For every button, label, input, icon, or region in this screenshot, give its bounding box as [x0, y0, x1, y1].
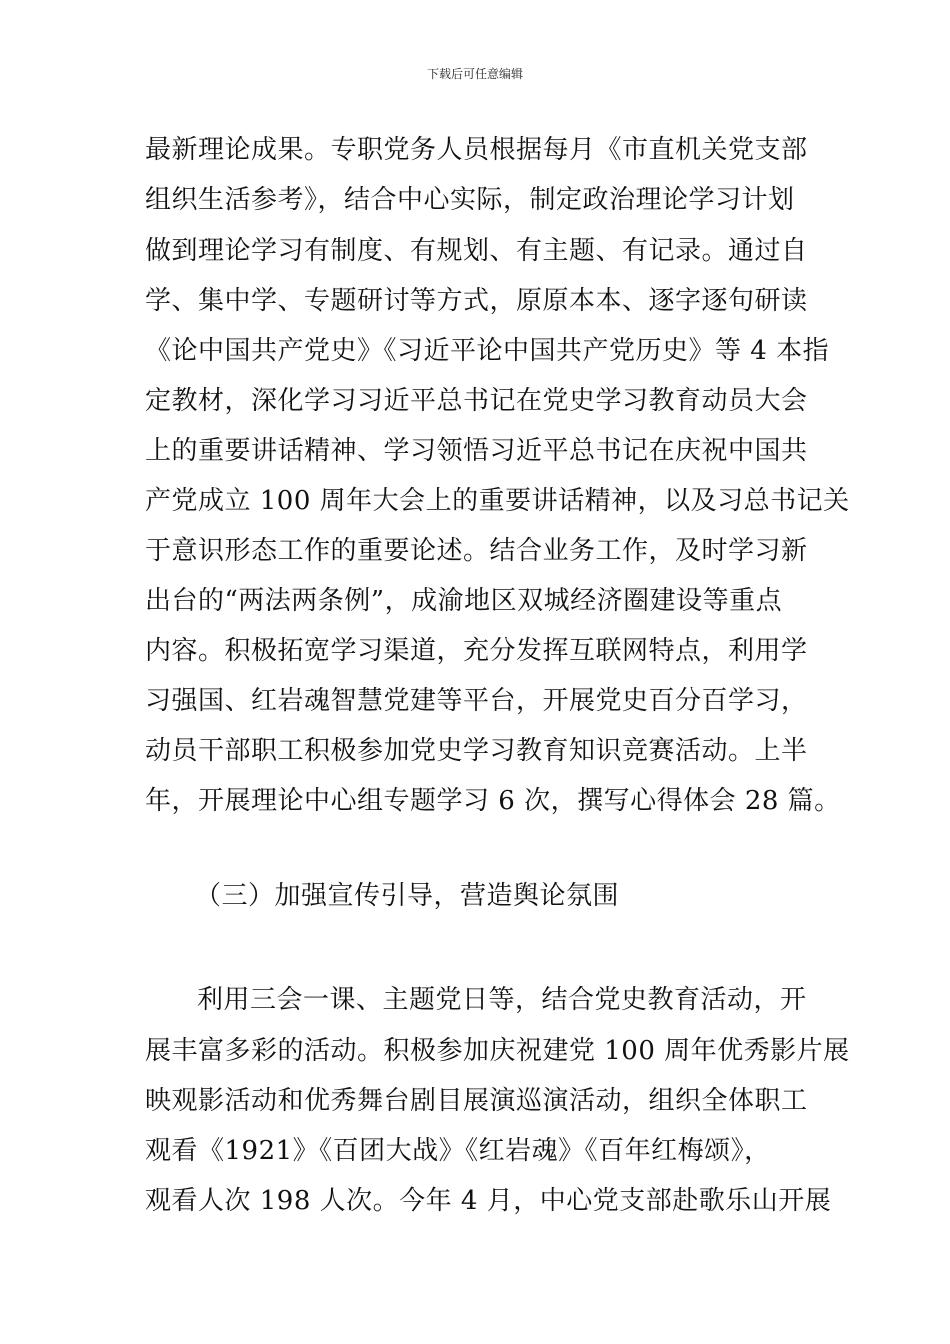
paragraph-line: 学、集中学、专题研讨等方式，原原本本、逐字逐句研读: [145, 286, 808, 316]
paragraph-line: 习强国、红岩魂智慧党建等平台，开展党史百分百学习，: [145, 686, 808, 716]
paragraph-line: 于意识形态工作的重要论述。结合业务工作，及时学习新: [145, 536, 808, 566]
paragraph-line: 组织生活参考》，结合中心实际，制定政治理论学习计划: [145, 185, 795, 215]
paragraph-line: 《论中国共产党史》《习近平论中国共产党历史》等 4 本指: [145, 336, 830, 366]
paragraph-line: 观看《1921》《百团大战》《红岩魂》《百年红梅颂》，: [145, 1136, 771, 1166]
paragraph-line: 出台的“两法两条例”，成渝地区双城经济圈建设等重点: [145, 586, 783, 616]
paragraph-line: 展丰富多彩的活动。积极参加庆祝建党 100 周年优秀影片展: [145, 1036, 850, 1066]
paragraph-line: 动员干部职工积极参加党史学习教育知识竞赛活动。上半: [145, 736, 808, 766]
paragraph-line: 年，开展理论中心组专题学习 6 次，撰写心得体会 28 篇。: [145, 786, 841, 816]
section-heading: （三）加强宣传引导，营造舆论氛围: [195, 881, 620, 911]
paragraph-line: 做到理论学习有制度、有规划、有主题、有记录。通过自: [145, 236, 808, 266]
paragraph-line: 最新理论成果。专职党务人员根据每月《市直机关党支部: [145, 135, 808, 165]
paragraph-line: 产党成立 100 周年大会上的重要讲话精神，以及习总书记关: [145, 486, 850, 516]
paragraph-line: 上的重要讲话精神、学习领悟习近平总书记在庆祝中国共: [145, 436, 808, 466]
paragraph-line: 定教材，深化学习习近平总书记在党史学习教育动员大会: [145, 386, 808, 416]
paragraph-line: 利用三会一课、主题党日等，结合党史教育活动，开: [197, 985, 807, 1015]
paragraph-line: 映观影活动和优秀舞台剧目展演巡演活动，组织全体职工: [145, 1086, 808, 1116]
paragraph-line: 内容。积极拓宽学习渠道，充分发挥互联网特点，利用学: [145, 636, 808, 666]
paragraph-line: 观看人次 198 人次。今年 4 月，中心党支部赴歌乐山开展: [145, 1186, 832, 1216]
page-header: 下载后可任意编辑: [426, 67, 523, 81]
